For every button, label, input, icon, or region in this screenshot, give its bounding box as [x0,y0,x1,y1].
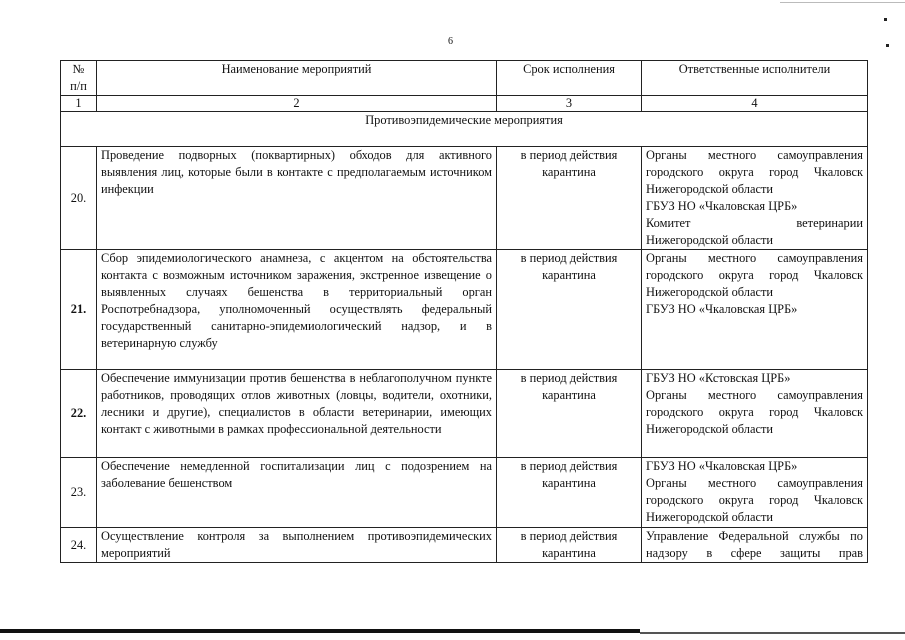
responsible-entry: ГБУЗ НО «Чкаловская ЦРБ» [646,199,798,213]
column-number: 4 [642,96,868,112]
responsible-entry: Комитет ветеринарии [646,216,863,230]
row-term: в период действия карантина [497,458,642,528]
row-term: в период действия карантина [497,528,642,563]
row-responsible [642,370,868,458]
row-measure: Осуществление контроля за выполнением противоэпидемических мероприятий [97,528,497,563]
page-number: 6 [448,36,453,47]
table-row [61,147,868,250]
row-responsible [642,458,868,528]
row-measure: Обеспечение немедленной госпитализации лиц с подозрением на заболевание бешенством [97,458,497,528]
column-numbers-row [61,96,868,112]
row-measure: Сбор эпидемиологического анамнеза, с акцентом на обстоятельства контакта с возможным источником заражения, экстренное извещение о выявленных случаях бешенства в территориальный орган Роспотребнадзора, уполномоченный осуществлять федеральный государственный санитарно-эпидемиологический надзор, и в ветеринарную службу [97,250,497,370]
row-term: в период действия карантина [497,250,642,370]
table-header-row [61,61,868,96]
responsible-entry: ГБУЗ НО «Чкаловская ЦРБ» [646,459,798,473]
row-term: в период действия карантина [497,370,642,458]
responsible-entry: Органы местного самоуправления городского округа город Чкаловск Нижегородской области [646,251,863,299]
row-number: 21. [61,250,97,370]
scan-edge-line [780,2,905,3]
header-responsible: Ответственные исполнители [642,61,868,96]
header-number: № п/п [61,61,97,96]
responsible-entry: ГБУЗ НО «Чкаловская ЦРБ» [646,302,798,316]
responsible-entry: Органы местного самоуправления городского округа город Чкаловск Нижегородской области [646,388,863,436]
table-row [61,250,868,370]
row-responsible [642,250,868,370]
row-number: 23. [61,458,97,528]
responsible-entry: Органы местного самоуправления городского округа город Чкаловск Нижегородской области [646,148,863,196]
section-row [61,112,868,147]
scan-speck [884,18,887,21]
measures-table [60,60,868,563]
column-number: 2 [97,96,497,112]
header-term: Срок исполнения [497,61,642,96]
scan-speck [886,44,889,47]
row-number: 22. [61,370,97,458]
column-number: 3 [497,96,642,112]
responsible-entry: Нижегородской области [646,233,774,247]
scan-bottom-edge [0,629,640,633]
row-measure: Обеспечение иммунизации против бешенства в неблагополучном пункте работников, проводящих отлов животных (ловцы, водители, охотники, лесники и другие), специалистов в области ветеринарии, имеющих контакт с животными в рамках профессиональной деятельности [97,370,497,458]
responsible-entry: Органы местного самоуправления городского округа город Чкаловск Нижегородской области [646,476,863,524]
row-number: 24. [61,528,97,563]
table-row [61,458,868,528]
row-responsible [642,147,868,250]
row-term: в период действия карантина [497,147,642,250]
table-row [61,370,868,458]
row-measure: Проведение подворных (поквартирных) обходов для активного выявления лиц, которые были в контакте с предполагаемым источником инфекции [97,147,497,250]
responsible-entry: Управление Федеральной службы по надзору в сфере защиты прав [646,529,863,560]
row-number: 20. [61,147,97,250]
header-name: Наименование мероприятий [97,61,497,96]
row-responsible [642,528,868,563]
section-title: Противоэпидемические мероприятия [61,112,868,147]
responsible-entry: ГБУЗ НО «Кстовская ЦРБ» [646,371,791,385]
scan-bottom-edge [640,632,905,634]
table-row [61,528,868,563]
column-number: 1 [61,96,97,112]
